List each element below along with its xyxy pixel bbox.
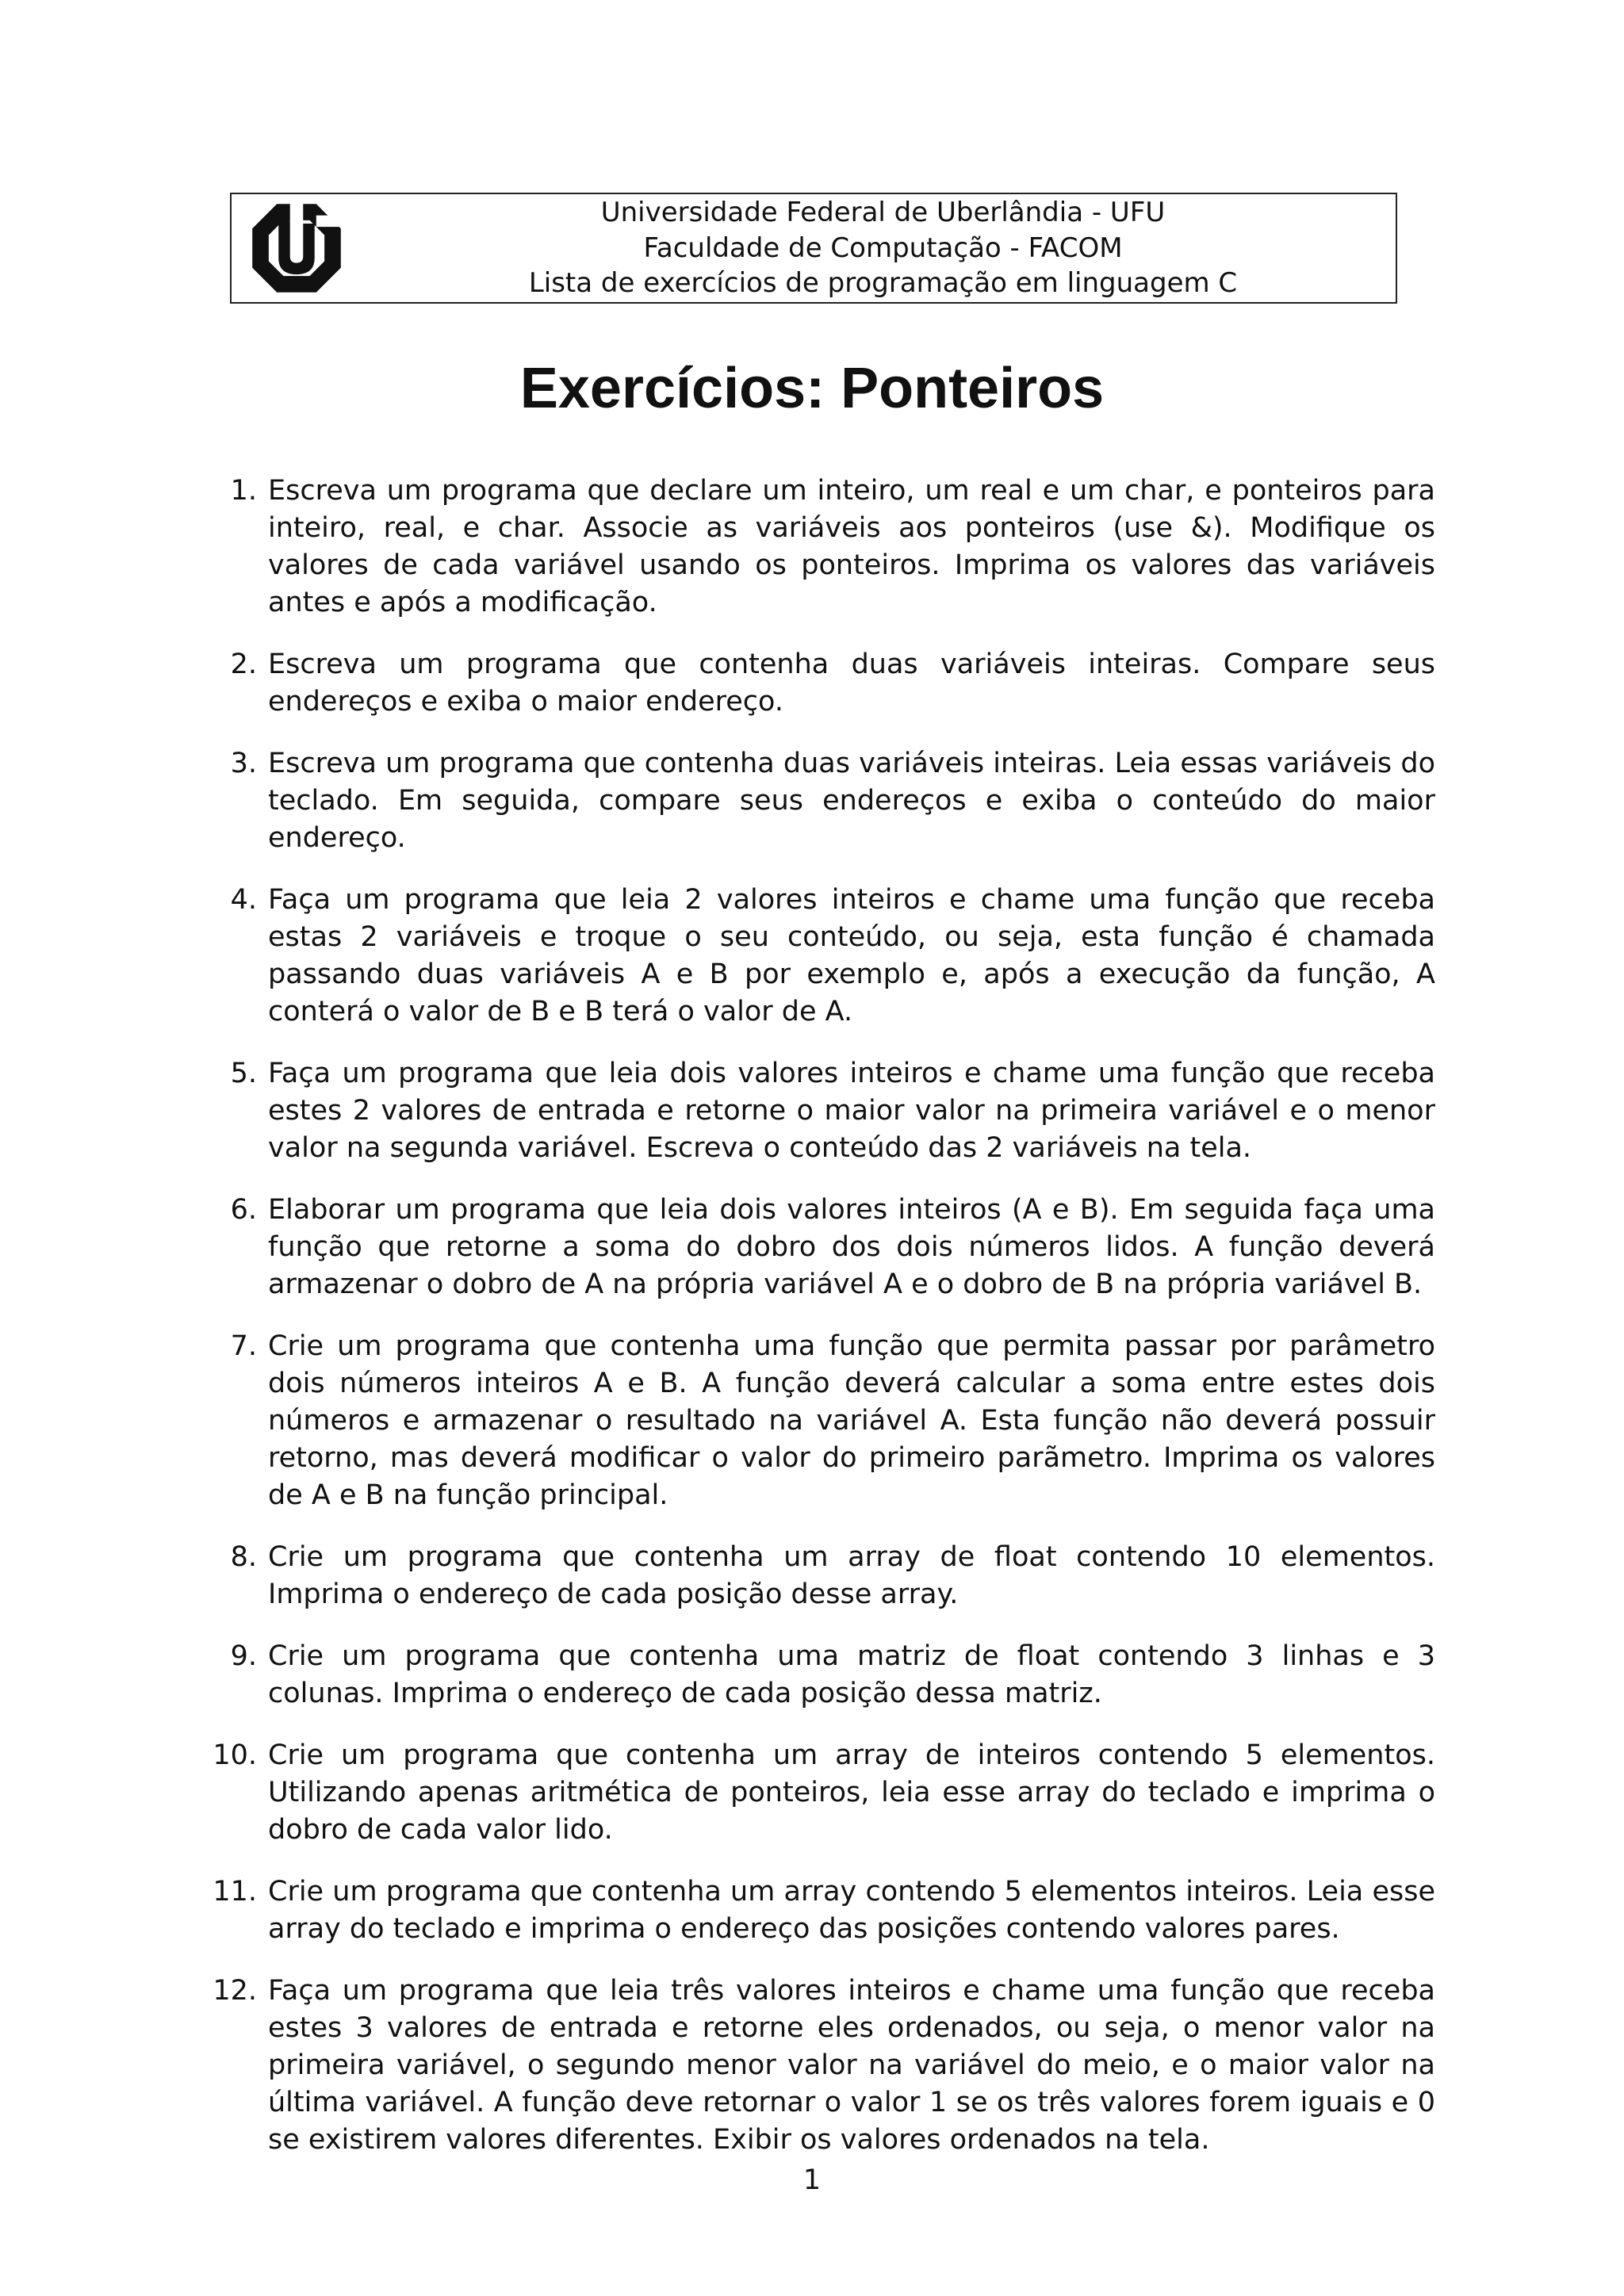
item-number: 6. [230,1194,257,1226]
page-number: 1 [802,2164,822,2196]
item-number: 8. [230,1541,257,1573]
item-number: 3. [230,748,257,779]
list-item [230,1539,1435,1613]
list-item [213,1973,1435,2159]
page-title: Exercícios: Ponteiros [519,357,1105,420]
item-text: Crie um programa que contenha um array de inteiros contendo 5 elementos. Utilizando apenas aritmética de ponteiros, leia esse array do teclado e imprima o dobro de cada valor lido. [268,1739,1435,1846]
header-faculty: Faculdade de Computação - FACOM [643,232,1123,264]
item-number: 11. [213,1876,257,1908]
list-item [230,882,1435,1031]
item-text: Crie um programa que contenha um array de float contendo 10 elementos. Imprima o endereço de cada posição desse array. [268,1541,1435,1610]
list-item [213,1737,1435,1849]
list-item [230,745,1435,857]
item-text: Elaborar um programa que leia dois valores inteiros (A e B). Em seguida faça uma função que retorne a soma do dobro dos dois números lidos. A função deverá armazenar o dobro de A na própria variável A e o dobro de B na própria variável B. [268,1194,1435,1300]
exercise-list [213,473,1435,2183]
item-number: 9. [230,1640,257,1672]
item-text: Escreva um programa que contenha duas variáveis inteiras. Leia essas variáveis do teclado. Em seguida, compare seus endereços e exiba o conteúdo do maior endereço. [268,748,1435,854]
list-item [230,473,1435,622]
item-text: Crie um programa que contenha uma função que permita passar por parâmetro dois números inteiros A e B. A função deverá calcular a soma entre estes dois números e armazenar o resultado na variável A. Esta função não deverá possuir retorno, mas deverá modificar o valor do primeiro parãmetro. Imprima os valores de A e B na função principal. [268,1330,1435,1511]
item-number: 12. [213,1975,257,2007]
item-text: Faça um programa que leia 2 valores inteiros e chame uma função que receba estas 2 variáveis e troque o seu conteúdo, ou seja, esta função é chamada passando duas variáveis A e B por exemplo e, após a execução da função, A conterá o valor de B e B terá o valor de A. [268,884,1435,1027]
item-text: Faça um programa que leia três valores inteiros e chame uma função que receba estes 3 valores de entrada e retorne eles ordenados, ou seja, o menor valor na primeira variável, o segundo menor valor na variável do meio, e o maior valor na última variável. A função deve retornar o valor 1 se os três valores forem iguais e 0 se existirem valores diferentes. Exibir os valores ordenados na tela. [268,1975,1435,2156]
item-number: 4. [230,884,257,916]
item-number: 7. [230,1330,257,1362]
list-item [230,646,1435,721]
item-text: Crie um programa que contenha uma matriz de float contendo 3 linhas e 3 colunas. Imprima o endereço de cada posição dessa matriz. [268,1640,1435,1709]
list-item [230,1192,1435,1303]
item-number: 10. [213,1739,257,1771]
item-text: Escreva um programa que contenha duas variáveis inteiras. Compare seus endereços e exiba o maior endereço. [268,649,1435,718]
header-box [230,193,1397,304]
list-item [213,1873,1435,1948]
item-text: Faça um programa que leia dois valores inteiros e chame uma função que receba estes 2 valores de entrada e retorne o maior valor na primeira variável e o menor valor na segunda variável. Escreva o conteúdo das 2 variáveis na tela. [268,1058,1435,1164]
list-item [230,1638,1435,1712]
item-number: 1. [230,475,257,507]
header-course: Lista de exercícios de programação em linguagem C [528,267,1238,299]
list-item [230,1055,1435,1167]
item-number: 2. [230,649,257,680]
list-item [230,1328,1435,1514]
item-text: Escreva um programa que declare um inteiro, um real e um char, e ponteiros para inteiro, real, e char. Associe as variáveis aos ponteiros (use &). Modifique os valores de cada variável usando os ponteiros. Imprima os valores das variáveis antes e após a modificação. [268,475,1435,618]
item-text: Crie um programa que contenha um array contendo 5 elementos inteiros. Leia esse array do teclado e imprima o endereço das posições contendo valores pares. [268,1876,1435,1945]
header-university: Universidade Federal de Uberlândia - UFU [600,197,1166,228]
item-number: 5. [230,1058,257,1089]
